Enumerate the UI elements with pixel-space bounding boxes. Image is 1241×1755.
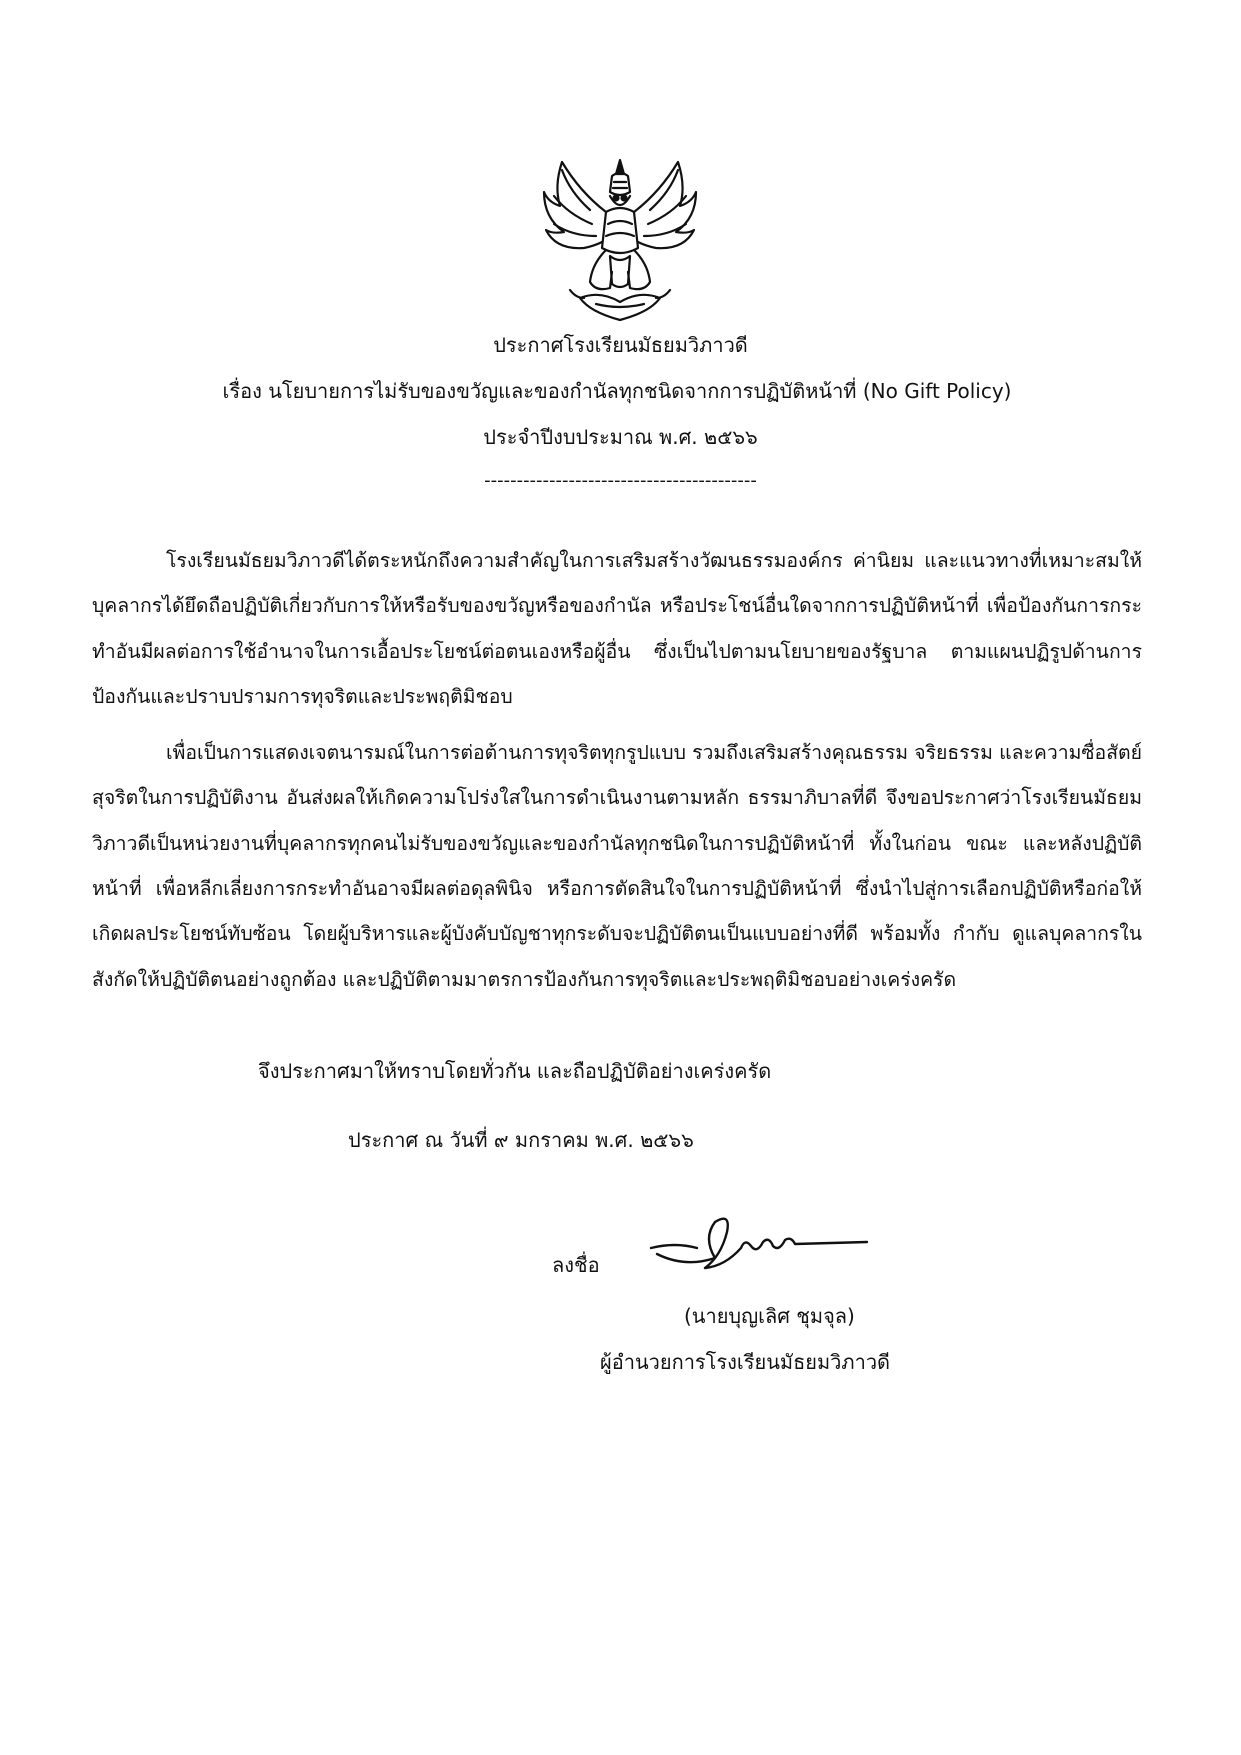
garuda-emblem-icon xyxy=(540,152,700,327)
announcement-date: ประกาศ ณ วันที่ ๙ มกราคม พ.ศ. ๒๕๖๖ xyxy=(348,1128,694,1152)
signer-name: (นายบุญเลิศ ชุมจุล) xyxy=(684,1304,855,1328)
signer-position: ผู้อำนวยการโรงเรียนมัธยมวิภาวดี xyxy=(600,1350,891,1374)
handwritten-signature xyxy=(645,1208,870,1280)
sign-label: ลงชื่อ xyxy=(552,1253,600,1277)
announcement-heading: ประกาศโรงเรียนมัธยมวิภาวดี xyxy=(493,333,748,357)
document-body xyxy=(92,538,1142,1002)
body-paragraph-2: เพื่อเป็นการแสดงเจตนารมณ์ในการต่อต้านการทุจริตทุกรูปแบบ รวมถึงเสริมสร้างคุณธรรม จริยธรรม และความซื่อสัตย์สุจริตในการปฏิบัติงาน อันส่งผลให้เกิดความโปร่งใสในการดำเนินงานตามหลัก ธรรมาภิบาลที่ดี จึงขอประกาศว่าโรงเรียนมัธยมวิภาวดีเป็นหน่วยงานที่บุคลากรทุกคนไม่รับของขวัญและของกำนัลทุกชนิดในการปฏิบัติหน้าที่ ทั้งในก่อน ขณะ และหลังปฏิบัติหน้าที่ เพื่อหลีกเลี่ยงการกระทำอันอาจมีผลต่อดุลพินิจ หรือการตัดสินใจในการปฏิบัติหน้าที่ ซึ่งนำไปสู่การเลือกปฏิบัติหรือก่อให้เกิดผลประโยชน์ทับซ้อน โดยผู้บริหารและผู้บังคับบัญชาทุกระดับจะปฏิบัติตนเป็นแบบอย่างที่ดี พร้อมทั้ง กำกับ ดูแลบุคลากรในสังกัดให้ปฏิบัติตนอย่างถูกต้อง และปฏิบัติตามมาตรการป้องกันการทุจริตและประพฤติมิชอบอย่างเคร่งครัด xyxy=(92,741,1142,991)
separator-line: ------------------------------------------ xyxy=(484,470,757,491)
announcement-subject: เรื่อง นโยบายการไม่รับของขวัญและของกำนัลทุกชนิดจากการปฏิบัติหน้าที่ (No Gift Policy) xyxy=(222,379,1012,403)
fiscal-year-line: ประจำปีงบประมาณ พ.ศ. ๒๕๖๖ xyxy=(483,425,758,449)
closing-statement: จึงประกาศมาให้ทราบโดยทั่วกัน และถือปฏิบัติอย่างเคร่งครัด xyxy=(258,1059,772,1083)
body-paragraph-1: โรงเรียนมัธยมวิภาวดีได้ตระหนักถึงความสำคัญในการเสริมสร้างวัฒนธรรมองค์กร ค่านิยม และแนวทางที่เหมาะสมให้บุคลากรได้ยึดถือปฏิบัติเกี่ยวกับการให้หรือรับของขวัญหรือของกำนัล หรือประโชน์อื่นใดจากการปฏิบัติหน้าที่ เพื่อป้องกันการกระทำอันมีผลต่อการใช้อำนาจในการเอื้อประโยชน์ต่อตนเองหรือผู้อื่น ซึ่งเป็นไปตามนโยบายของรัฐบาล ตามแผนปฏิรูปด้านการป้องกันและปราบปรามการทุจริตและประพฤติมิชอบ xyxy=(92,549,1142,708)
